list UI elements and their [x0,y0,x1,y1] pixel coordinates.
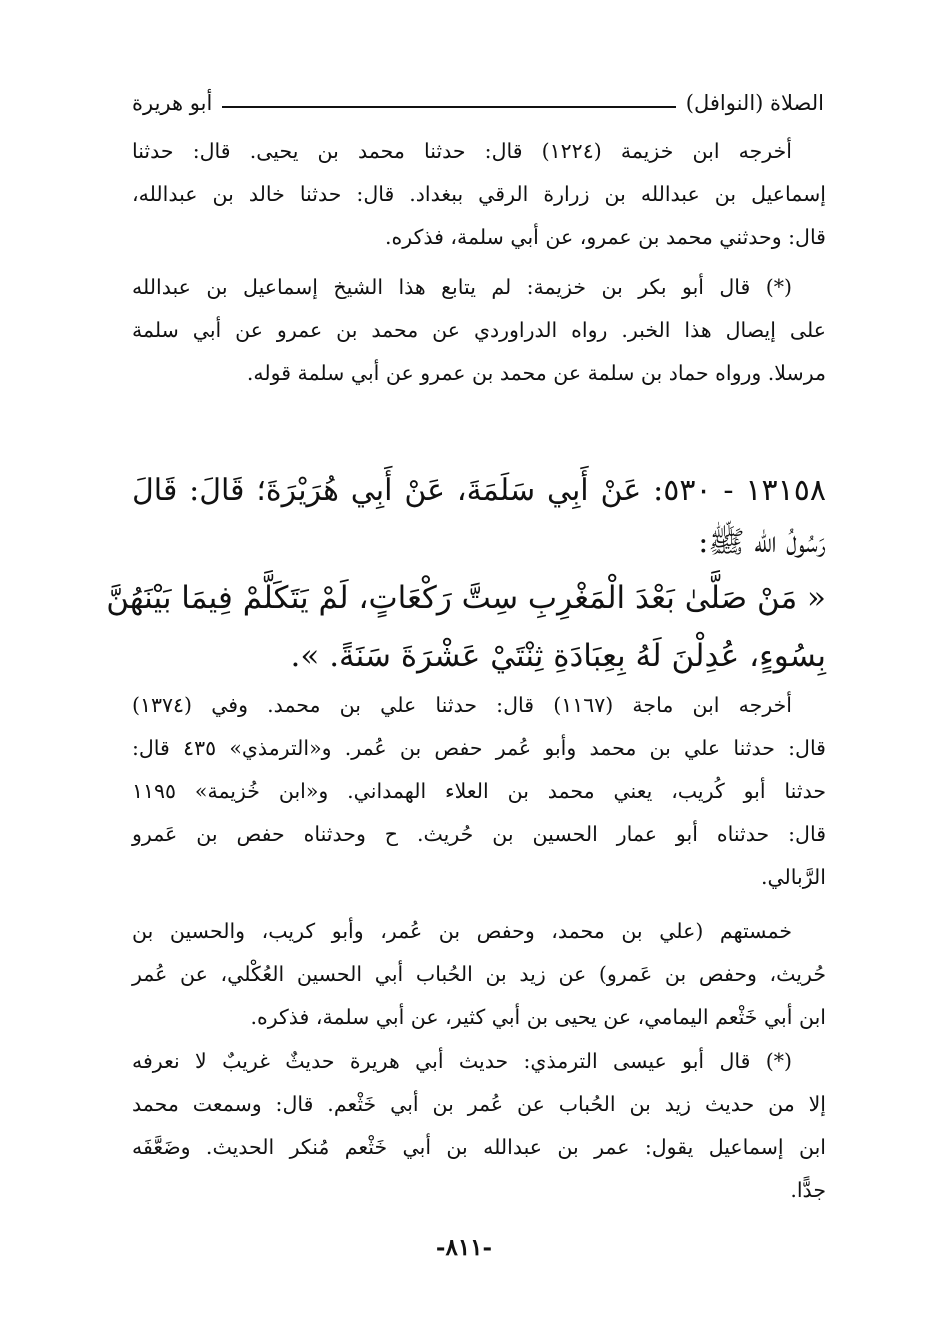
header-narrator: أبو هريرة [132,90,213,115]
text-line: إلا من حديث زيد بن الحُباب عن عُمر بن أبي خَثْعم. قال: وسمعت محمد [132,1092,826,1116]
text-line: أخرجه ابن ماجة (١١٦٧) قال: حدثنا علي بن محمد. وفي (١٣٧٤) [132,693,792,717]
text-line: الرَّبالي. [760,865,826,889]
text-line: إسماعيل بن عبدالله بن زرارة الرقي ببغداد. قال: حدثنا خالد بن عبدالله، [132,182,826,206]
text-line: (*) قال أبو بكر بن خزيمة: لم يتابع هذا الشيخ إسماعيل بن عبدالله [132,275,792,299]
header-chapter-title: الصلاة (النوافل) [685,90,824,115]
hadith-isnad-line: رَسُولُ الله ﷺ: [698,525,826,560]
text-line: ابن أبي خَثْعم اليمامي، عن يحيى بن أبي كثير، عن أبي سلمة، فذكره. [250,1005,826,1029]
takhrij-paragraph-1 [132,130,826,259]
text-line: حدثنا أبو كُريب، يعني محمد بن العلاء الهمداني. و«ابن خُزيمة» ١١٩٥ [132,779,826,803]
text-line: (*) قال أبو عيسى الترمذي: حديث أبي هريرة حديثٌ غريبٌ لا نعرفه [132,1049,792,1073]
hadith-text [106,465,826,685]
page-number: -٨١١- [435,1234,493,1261]
text-line: أخرجه ابن خزيمة (١٢٢٤) قال: حدثنا محمد بن يحيى. قال: حدثنا [132,139,792,163]
text-line: مرسلا. ورواه حماد بن سلمة عن محمد بن عمرو عن أبي سلمة قوله. [246,361,826,385]
hadith-matn-line: بِسُوءٍ، عُدِلْنَ لَهُ بِعِبَادَةِ ثِنْتَيْ عَشْرَةَ سَنَةً. ». [290,638,826,674]
hadith-isnad-line: ١٣١٥٨ - ٥٣٠: عَنْ أَبِي سَلَمَةَ، عَنْ أَبِي هُرَيْرَةَ؛ قَالَ: قَالَ [132,473,826,508]
text-line: ابن إسماعيل يقول: عمر بن عبدالله بن أبي خَثْعم مُنكر الحديث. وضَعَّفَه [132,1135,826,1159]
text-line: قال: وحدثني محمد بن عمرو، عن أبي سلمة، فذكره. [385,225,826,249]
takhrij-paragraph-3 [132,910,826,1039]
text-line: حُريث، وحفص بن عَمرو) عن زيد بن الحُباب أبي الحسين العُكْلي، عن عُمر [132,962,826,986]
hadith-matn-line: « مَنْ صَلَّىٰ بَعْدَ الْمَغْرِبِ سِتَّ رَكْعَاتٍ، لَمْ يَتَكَلَّمْ فِيمَا بَيْنَهُنَّ [106,580,826,616]
header-rule [222,106,675,108]
takhrij-paragraph-2 [132,684,826,899]
text-line: قال: حدثنا علي بن محمد وأبو عُمر حفص بن عُمر. و«الترمذي» ٤٣٥ قال: [132,736,826,760]
note-paragraph-1 [132,266,826,395]
text-line: قال: حدثناه أبو عمار الحسين بن حُريث. ح وحدثناه حفص بن عَمرو [132,822,826,846]
note-paragraph-2 [132,1040,826,1212]
text-line: على إيصال هذا الخبر. رواه الدراوردي عن محمد بن عمرو عن أبي سلمة [132,318,826,342]
text-line: جدًّا. [790,1178,826,1202]
running-header [132,86,824,120]
text-line: خمستهم (علي بن محمد، وحفص بن عُمر، وأبو كريب، والحسين بن [132,919,792,943]
